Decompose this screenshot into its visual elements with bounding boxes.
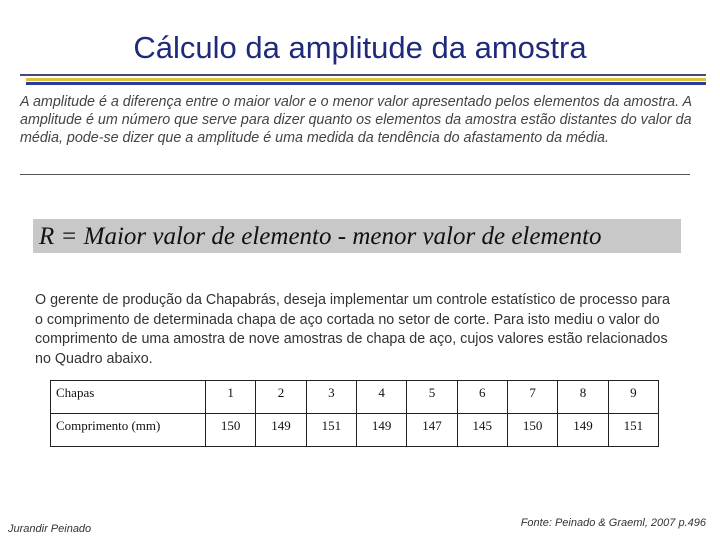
table-cell: 9 xyxy=(608,381,658,414)
title-rule-dark xyxy=(20,74,706,76)
source-citation: Fonte: Peinado & Graeml, 2007 p.496 xyxy=(520,517,706,529)
table-cell: 147 xyxy=(407,414,457,447)
table-cell: 7 xyxy=(507,381,557,414)
table-cell: 6 xyxy=(457,381,507,414)
table-cell: 151 xyxy=(306,414,356,447)
table-cell: 145 xyxy=(457,414,507,447)
table-cell: 149 xyxy=(256,414,306,447)
table-cell: 150 xyxy=(206,414,256,447)
table-row xyxy=(51,414,659,447)
table-cell: 3 xyxy=(306,381,356,414)
formula-box: R = Maior valor de elemento - menor valor de elemento xyxy=(33,219,681,253)
row-label: Comprimento (mm) xyxy=(51,414,206,447)
author-name: Jurandir Peinado xyxy=(8,523,92,535)
data-table xyxy=(50,380,659,447)
table-cell: 151 xyxy=(608,414,658,447)
table-row xyxy=(51,381,659,414)
page-title: Cálculo da amplitude da amostra xyxy=(133,30,587,65)
problem-paragraph: O gerente de produção da Chapabrás, deseja implementar um controle estatístico de processo para o comprimento de determinada chapa de aço cortada no setor de corte. Para isto mediu o valor do comprimento de uma amostra de nove amostras de chapa de aço, cujos valores estão relacionados no Quadro abaixo. xyxy=(35,292,670,367)
row-label: Chapas xyxy=(51,381,206,414)
table-cell: 4 xyxy=(356,381,406,414)
table-cell: 150 xyxy=(507,414,557,447)
title-rule-blue xyxy=(26,82,706,85)
table-cell: 2 xyxy=(256,381,306,414)
intro-divider xyxy=(20,174,690,175)
table-cell: 149 xyxy=(356,414,406,447)
table-cell: 1 xyxy=(206,381,256,414)
title-rule-gold xyxy=(26,78,706,81)
table-cell: 8 xyxy=(558,381,608,414)
table-cell: 5 xyxy=(407,381,457,414)
intro-text: A amplitude é a diferença entre o maior valor e o menor valor apresentado pelos elementos da amostra. A amplitude é um número que serve para dizer quanto os elementos da amostra estão distantes do valor da média, pode-se dizer que a amplitude é uma medida da tendência do afastamento da média. xyxy=(20,94,692,146)
table-cell: 149 xyxy=(558,414,608,447)
